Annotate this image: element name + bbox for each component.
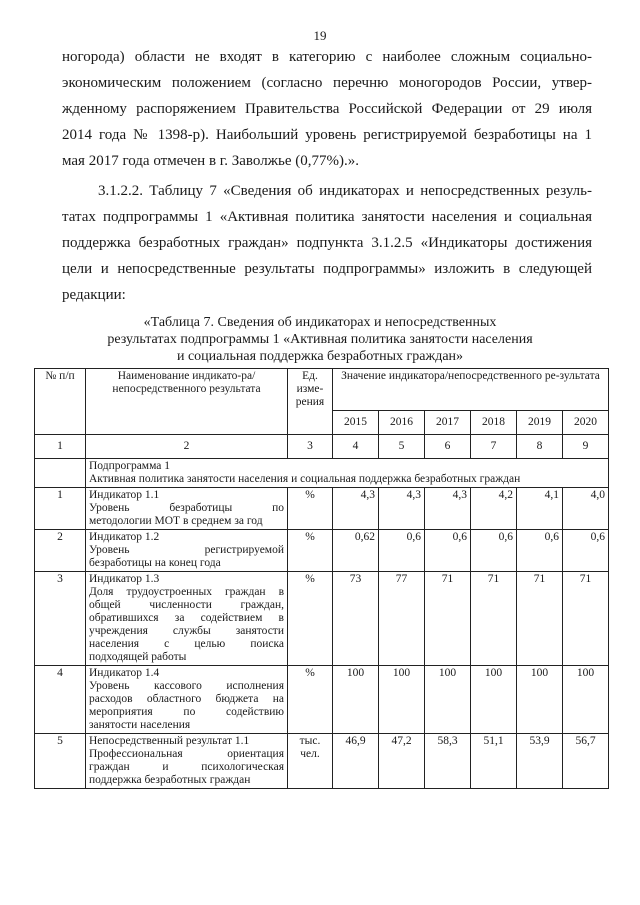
header-year: 2015 (333, 411, 379, 435)
indicator-desc-line: расходов областного бюджета на (89, 693, 284, 705)
paragraph-line: 2014 года № 1398-р). Наибольший уровень регистрируемой безработицы на 1 (62, 127, 592, 143)
indicator-desc-line: населения с целью поиска (89, 638, 284, 650)
row-value: 56,7 (563, 734, 609, 789)
caption-line: и социальная поддержка безработных граждан» (176, 349, 464, 364)
indicator-title: Индикатор 1.1 (89, 489, 160, 501)
indicator-desc-line: поддержка безработных граждан (89, 774, 251, 786)
row-value: 71 (563, 572, 609, 666)
row-value: 0,62 (333, 530, 379, 572)
row-value: 100 (379, 666, 425, 734)
row-value: 71 (425, 572, 471, 666)
subprogram-row (35, 459, 609, 488)
subprogram-title (86, 459, 609, 488)
row-value: 4,0 (563, 488, 609, 530)
row-value: 4,2 (471, 488, 517, 530)
indicator-title: Непосредственный результат 1.1 (89, 735, 250, 747)
indicators-table (34, 368, 609, 789)
paragraph-line: жденному распоряжением Правительства Российской Федерации от 29 июля (62, 101, 592, 117)
row-value: 0,6 (425, 530, 471, 572)
row-value: 0,6 (379, 530, 425, 572)
paragraph-line: редакции: (62, 287, 126, 303)
indicator-desc-line: занятости населения (89, 719, 191, 731)
row-value: 46,9 (333, 734, 379, 789)
row-unit: % (288, 488, 333, 530)
indicator-desc-line: Уровень кассового исполнения (89, 680, 284, 692)
indicator-desc-line: учреждения службы занятости (89, 625, 284, 637)
paragraph-line: ногорода) области не входят в категорию с наиболее сложным социально- (62, 49, 592, 65)
row-unit: тыс. чел. (288, 734, 333, 789)
column-index: 1 (35, 435, 86, 459)
table-row (35, 488, 609, 530)
row-name (86, 734, 288, 789)
column-index: 6 (425, 435, 471, 459)
indicator-title: Индикатор 1.4 (89, 667, 160, 679)
column-index-row (35, 435, 609, 459)
table-row (35, 734, 609, 789)
indicator-desc-line: методологии МОТ в среднем за год (89, 515, 263, 527)
indicator-desc-line: мероприятия по содействию (89, 706, 284, 718)
header-unit: Ед. изме-рения (288, 369, 333, 435)
table-row (35, 572, 609, 666)
subprogram-label: Подпрограмма 1 (89, 460, 171, 472)
table-caption (0, 314, 640, 365)
column-index: 3 (288, 435, 333, 459)
header-year: 2020 (563, 411, 609, 435)
subprogram-name: Активная политика занятости населения и социальная поддержка безработных граждан (89, 473, 521, 485)
indicator-title: Индикатор 1.2 (89, 531, 160, 543)
indicator-desc-line: Профессиональная ориентация (89, 748, 284, 760)
indicator-desc-line: общей численности граждан, (89, 599, 284, 611)
table-row (35, 666, 609, 734)
row-value: 100 (425, 666, 471, 734)
row-value: 100 (517, 666, 563, 734)
row-num: 2 (35, 530, 86, 572)
indicator-title: Индикатор 1.3 (89, 573, 160, 585)
column-index: 8 (517, 435, 563, 459)
row-unit: % (288, 666, 333, 734)
column-index: 5 (379, 435, 425, 459)
column-index: 9 (563, 435, 609, 459)
row-value: 100 (333, 666, 379, 734)
header-num: № п/п (35, 369, 86, 435)
column-index: 4 (333, 435, 379, 459)
row-name (86, 572, 288, 666)
indicator-desc-line: безработицы на конец года (89, 557, 221, 569)
page-number: 19 (313, 28, 327, 43)
paragraph-line: татах подпрограммы 1 «Активная политика занятости населения и социальная (62, 209, 592, 225)
row-value: 0,6 (471, 530, 517, 572)
row-value: 4,3 (425, 488, 471, 530)
row-value: 47,2 (379, 734, 425, 789)
row-num: 5 (35, 734, 86, 789)
paragraph-continuation (62, 44, 592, 174)
indicator-desc-line: подходящей работы (89, 651, 187, 663)
row-name (86, 666, 288, 734)
table-row (35, 530, 609, 572)
header-year: 2019 (517, 411, 563, 435)
indicator-desc-line: Уровень регистрируемой (89, 544, 284, 556)
indicator-desc-line: Уровень безработицы по (89, 502, 284, 514)
row-value: 71 (471, 572, 517, 666)
column-index: 2 (86, 435, 288, 459)
row-value: 4,1 (517, 488, 563, 530)
subprogram-spacer (35, 459, 86, 488)
row-value: 71 (517, 572, 563, 666)
row-num: 1 (35, 488, 86, 530)
row-value: 4,3 (333, 488, 379, 530)
row-value: 0,6 (517, 530, 563, 572)
header-year: 2018 (471, 411, 517, 435)
row-value: 100 (471, 666, 517, 734)
row-value: 51,1 (471, 734, 517, 789)
row-value: 0,6 (563, 530, 609, 572)
paragraph-line: цели и непосредственные результаты подпрограммы» изложить в следующей (62, 261, 592, 277)
row-num: 4 (35, 666, 86, 734)
row-value: 53,9 (517, 734, 563, 789)
row-value: 73 (333, 572, 379, 666)
row-name (86, 488, 288, 530)
header-year: 2016 (379, 411, 425, 435)
header-year: 2017 (425, 411, 471, 435)
indicator-desc-line: обратившихся за содействием в (89, 612, 284, 624)
row-unit: % (288, 530, 333, 572)
caption-line: «Таблица 7. Сведения об индикаторах и непосредственных (143, 315, 497, 330)
paragraph-line: экономическим положением (согласно перечню моногородов России, утвер- (62, 75, 592, 91)
row-unit: % (288, 572, 333, 666)
indicator-desc-line: Доля трудоустроенных граждан в (89, 586, 284, 598)
paragraph-line: 3.1.2.2. Таблицу 7 «Сведения об индикаторах и непосредственных резуль- (98, 183, 592, 199)
row-num: 3 (35, 572, 86, 666)
column-index: 7 (471, 435, 517, 459)
indicator-desc-line: граждан и психологическая (89, 761, 284, 773)
header-values: Значение индикатора/непосредственного ре-зультата (333, 369, 609, 411)
paragraph-line: поддержка безработных граждан» подпункта 3.1.2.5 «Индикаторы достижения (62, 235, 592, 251)
row-value: 100 (563, 666, 609, 734)
row-name (86, 530, 288, 572)
row-value: 4,3 (379, 488, 425, 530)
paragraph-line: мая 2017 года отмечен в г. Заволжье (0,77%).». (62, 153, 360, 169)
header-name: Наименование индикато-ра/непосредственного результата (86, 369, 288, 435)
paragraph-amendment (62, 178, 592, 308)
row-value: 77 (379, 572, 425, 666)
caption-line: результатах подпрограммы 1 «Активная политика занятости населения (107, 332, 533, 347)
row-value: 58,3 (425, 734, 471, 789)
